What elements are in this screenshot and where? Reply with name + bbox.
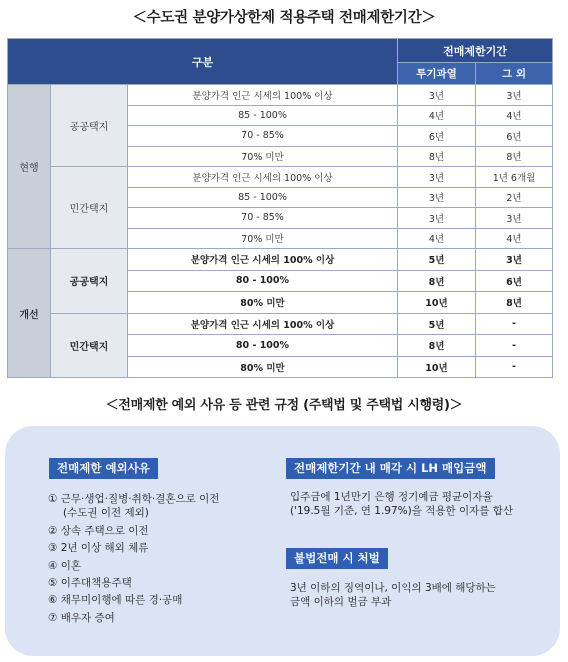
list-item: ① 근무·생업·질병·취학·결혼으로 이전: [48, 493, 220, 505]
overheated-period-cell: 8년: [398, 270, 476, 292]
price-range-cell: 85 - 100%: [128, 187, 398, 208]
price-range-cell: 분양가격 인근 시세의 100% 이상: [128, 167, 398, 188]
list-item: ⑥ 채무미이행에 따른 경·공매: [48, 594, 183, 607]
price-range-cell: 80% 미만: [128, 356, 398, 378]
other-period-cell: 6년: [476, 126, 553, 147]
table-title: ＜수도권 분양가상한제 적용주택 전매제한기간＞: [132, 10, 436, 26]
other-period-cell: 3년: [476, 85, 553, 106]
text-line: ('19.5월 기준, 연 1.97%)을 적용한 이자를 합산: [290, 505, 514, 517]
list-item: ⑤ 이주대책용주택: [48, 577, 132, 590]
text-line: 3년 이하의 징역이나, 이익의 3배에 해당하는: [290, 582, 496, 594]
overheated-period-cell: 10년: [398, 356, 476, 378]
price-range-cell: 분양가격 인근 시세의 100% 이상: [128, 313, 398, 335]
overheated-period-cell: 10년: [398, 292, 476, 314]
price-range-cell: 70% 미만: [128, 146, 398, 167]
other-period-cell: 8년: [476, 292, 553, 314]
overheated-period-cell: 5년: [398, 313, 476, 335]
subgroup-label: 공공택지: [51, 249, 128, 314]
price-range-cell: 70 - 85%: [128, 208, 398, 229]
other-period-cell: 8년: [476, 146, 553, 167]
overheated-period-cell: 3년: [398, 208, 476, 229]
overheated-period-cell: 3년: [398, 187, 476, 208]
lh-purchase-heading: 전매제한기간 내 매각 시 LH 매입금액: [286, 458, 495, 479]
exceptions-list: [48, 491, 288, 627]
overheated-period-cell: 5년: [398, 249, 476, 271]
text-line: 금액 이하의 벌금 부과: [290, 596, 392, 608]
subgroup-label: 공공택지: [51, 85, 128, 167]
other-period-cell: 4년: [476, 228, 553, 249]
overheated-period-cell: 4년: [398, 228, 476, 249]
price-range-cell: 분양가격 인근 시세의 100% 이상: [128, 249, 398, 271]
overheated-period-cell: 4년: [398, 105, 476, 126]
exceptions-heading: 전매제한 예외사유: [49, 458, 158, 479]
text-line: 입주금에 1년만기 은행 정기예금 평균이자율: [290, 491, 493, 503]
price-range-cell: 70 - 85%: [128, 126, 398, 147]
list-item: (수도권 이전 제외): [63, 507, 149, 520]
header-division: 구분: [8, 39, 398, 85]
subgroup-label: 민간택지: [51, 167, 128, 249]
subgroup-label: 민간택지: [51, 313, 128, 378]
regulations-title: ＜전매제한 예외 사유 등 관련 규정 (주택법 및 주택법 시행령)＞: [105, 398, 463, 413]
list-item: ⑦ 배우자 증여: [48, 611, 115, 624]
list-item: ② 상속 주택으로 이전: [48, 524, 149, 537]
overheated-period-cell: 6년: [398, 126, 476, 147]
lh-purchase-text: [290, 490, 513, 518]
header-other: 그 외: [476, 63, 553, 85]
list-item: ④ 이혼: [48, 559, 82, 572]
list-item: ③ 2년 이상 해외 체류: [48, 542, 149, 555]
price-range-cell: 80% 미만: [128, 292, 398, 314]
price-range-cell: 80 - 100%: [128, 335, 398, 357]
other-period-cell: 4년: [476, 105, 553, 126]
header-period: 전매제한기간: [398, 39, 553, 63]
group-label-current: 현행: [8, 85, 51, 249]
group-label-improved: 개선: [8, 249, 51, 378]
penalty-heading: 불법전매 시 처벌: [286, 548, 388, 569]
penalty-text: [290, 581, 496, 609]
price-range-cell: 분양가격 인근 시세의 100% 이상: [128, 85, 398, 106]
price-range-cell: 70% 미만: [128, 228, 398, 249]
other-period-cell: -: [476, 356, 553, 378]
price-range-cell: 85 - 100%: [128, 105, 398, 126]
other-period-cell: 3년: [476, 208, 553, 229]
other-period-cell: 3년: [476, 249, 553, 271]
overheated-period-cell: 8년: [398, 335, 476, 357]
header-overheated: 투기과열: [398, 63, 476, 85]
resale-restriction-table: [7, 38, 553, 378]
overheated-period-cell: 8년: [398, 146, 476, 167]
price-range-cell: 80 - 100%: [128, 270, 398, 292]
other-period-cell: 2년: [476, 187, 553, 208]
overheated-period-cell: 3년: [398, 85, 476, 106]
other-period-cell: 1년 6개월: [476, 167, 553, 188]
other-period-cell: 6년: [476, 270, 553, 292]
other-period-cell: -: [476, 313, 553, 335]
other-period-cell: -: [476, 335, 553, 357]
overheated-period-cell: 3년: [398, 167, 476, 188]
